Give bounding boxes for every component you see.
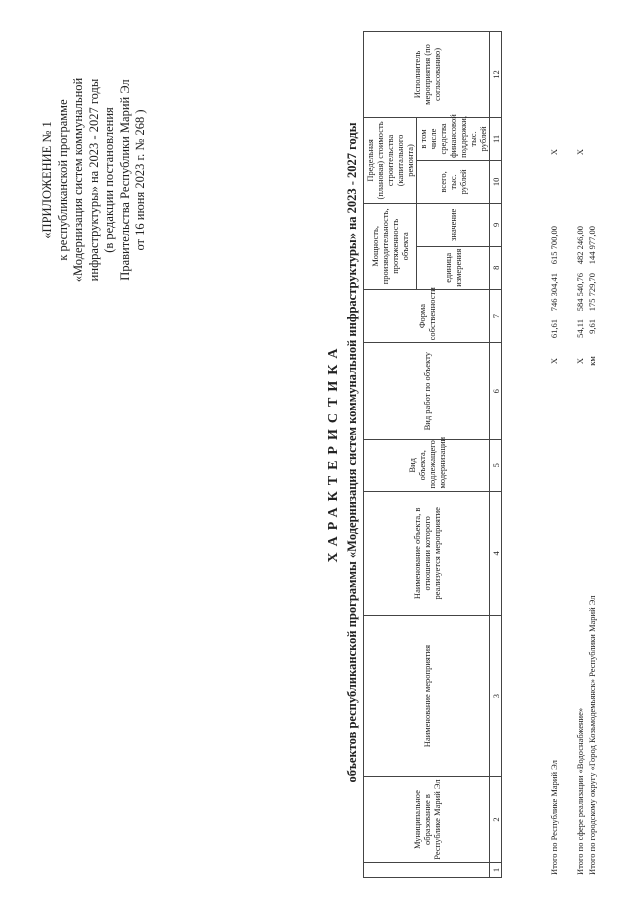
appendix-line: Правительства Республики Марий Эл xyxy=(117,79,132,281)
column-number: 4 xyxy=(490,491,502,616)
appendix-line: (в редакции постановления xyxy=(102,107,116,253)
total-support: 615 700,00 xyxy=(549,226,559,265)
header-col-1 xyxy=(364,862,490,877)
column-number: 3 xyxy=(490,616,502,777)
header-executor: Исполнитель мероприятия (по согласованию) xyxy=(364,32,490,118)
header-measure-name: Наименование мероприятия xyxy=(364,616,490,777)
total-value: 9,61 xyxy=(587,319,597,334)
total-cost: 584 540,76 xyxy=(575,273,585,312)
total-support: 482 246,00 xyxy=(575,226,585,265)
total-value: 54,11 xyxy=(575,319,585,338)
appendix-line: от 16 июня 2023 г. № 268 ) xyxy=(133,109,147,251)
total-label: Итого по сфере реализации «Водоснабжение» xyxy=(575,707,585,875)
total-row xyxy=(575,30,587,875)
characteristics-table xyxy=(363,31,502,878)
total-row xyxy=(587,30,599,875)
header-object-name: Наименование объекта, в отношении которого реализуется мероприятие xyxy=(364,491,490,616)
header-object-type: Вид объекта, подлежащего модернизации xyxy=(364,440,490,492)
total-unit: Х xyxy=(575,357,585,365)
column-number: 11 xyxy=(490,117,502,160)
appendix-header xyxy=(40,55,149,305)
appendix-line: «Модернизация систем коммунальной xyxy=(71,77,85,283)
column-number: 6 xyxy=(490,343,502,440)
header-capacity: Мощность, производительность, протяженность объекта xyxy=(364,203,417,289)
document-title: ХАРАКТЕРИСТИКА xyxy=(326,342,341,563)
header-municipality: Муниципальное образование в Республике Марий Эл xyxy=(364,777,490,863)
column-number: 9 xyxy=(490,203,502,246)
header-value: значение xyxy=(417,203,490,246)
header-ownership: Форма собственности xyxy=(364,289,490,343)
total-label: Итого по городскому округу «Город Козьмодемьянск» Республики Марий Эл xyxy=(587,595,597,875)
appendix-line: инфраструктуры» на 2023 - 2027 годы xyxy=(86,78,101,282)
appendix-line: к республиканской программе xyxy=(55,99,70,261)
appendix-line: «ПРИЛОЖЕНИЕ № 1 xyxy=(40,121,54,239)
total-label: Итого по Республике Марий Эл xyxy=(549,760,559,875)
column-number: 8 xyxy=(490,246,502,289)
total-cost: 746 304,41 xyxy=(549,273,559,312)
total-executor: Х xyxy=(575,148,585,156)
column-number: 1 xyxy=(490,862,502,877)
header-cost: Предельная (плановая) стоимость строительства (капитального ремонта) xyxy=(364,117,417,203)
total-unit: Х xyxy=(549,357,559,365)
total-executor: Х xyxy=(549,148,559,156)
header-total: всего, тыс. рублей xyxy=(417,160,490,203)
total-unit: км xyxy=(587,356,597,366)
header-support: в том числе средства финансовой поддержки, тыс. рублей xyxy=(417,117,490,160)
total-support: 144 977,00 xyxy=(587,226,597,265)
column-number: 12 xyxy=(490,32,502,118)
total-row xyxy=(549,30,561,875)
total-cost: 175 729,70 xyxy=(587,273,597,312)
document-subtitle: объектов республиканской программы «Модернизация систем коммунальной инфраструктуры» на 2023 - 2027 годы xyxy=(345,122,359,783)
column-number: 5 xyxy=(490,440,502,492)
column-number: 2 xyxy=(490,777,502,863)
column-number: 10 xyxy=(490,160,502,203)
header-work-type: Вид работ по объекту xyxy=(364,343,490,440)
column-number: 7 xyxy=(490,289,502,343)
header-unit: единица измерения xyxy=(417,246,490,289)
total-value: 61,61 xyxy=(549,319,559,339)
